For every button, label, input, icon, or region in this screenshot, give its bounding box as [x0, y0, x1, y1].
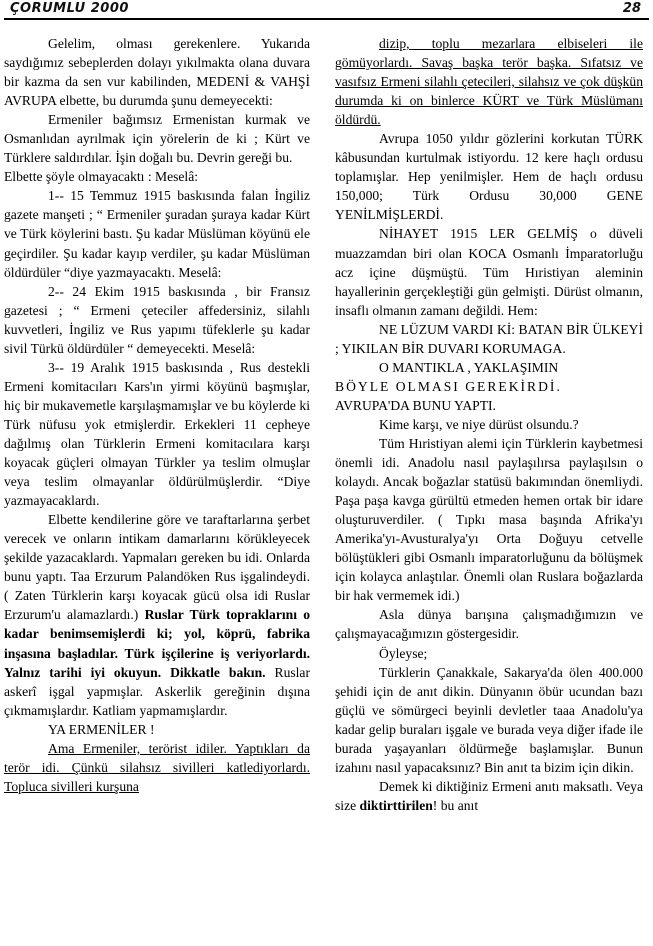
right-column [335, 34, 643, 815]
paragraph [4, 510, 310, 720]
publication-title: ÇORUMLU 2000 [10, 1, 129, 16]
page-header [0, 0, 653, 22]
paragraph-underlined: Ama Ermeniler, terörist idiler. Yaptıkları da terör idi. Çünkü silahsız sivilleri katlediyorlardı. Topluca sivilleri kurşuna [4, 740, 310, 794]
paragraph: Öyleyse; [379, 645, 428, 661]
page-number: 28 [622, 1, 641, 16]
paragraph: Tüm Hıristiyan alemi için Türklerin kaybetmesi önemli idi. Anadolu nasıl paylaşılırsa paylaşılsın o kolaydı. Ancak boğazlar statüsü bakımından önemliydi. Paşa paşa kavga gürültü etmeden hemen ortak bir idare oluşturuverdiler. ( Tıpkı masa başında Afrika'yı Amerika'yı-Avusturalya'yı Orta Doğuyu cetvelle bölüştükleri gibi Osmanlı imparatorluğunu da bölüşmek için kolayca anlaştılar. Önemli olan Ruslara boğazlarda bir hak vermemek idi.) [335, 435, 643, 604]
caps-line-spaced: BÖYLE OLMASI GEREKİRDİ. [335, 378, 562, 394]
text-run: Elbette kendilerine göre ve taraftarlarına şerbet verecek ve onların intikam damarlarını körükleyecek şekilde yazacaklardı. Yapmaları gereken bu idi. Onlarda bunu yaptı. Taa Erzurum Palandöken Rus işgalindeydi. ( Zaten Türklerin karşı koyacak gücü olsa idi Ruslar Erzurum'u alamazlardı.) [4, 512, 310, 623]
paragraph: Gelelim, olması gerekenlere. Yukarıda saydığımız sebeplerden dolayı yıkılmakta olana duvara bir kazma da sen vur kabilinden, MEDENİ & VAHŞİ AVRUPA elbette, bu durumda şunu demeyecekti: [4, 36, 310, 109]
paragraph: 3-- 19 Aralık 1915 baskısında , Rus destekli Ermeni komitacıları Kars'ın yirmi köyünü başmışlar, hiç bir mukavemetle karşılaşmamışlar ve bu köylerde ki Türk nüfusu yok etmişlerdir. Erkekleri 11 cepheye dağılmış olan Türklerin Ermeni komitacılara karşı koyacak güçleri olmayan Türkler ya teslim olmuşlar veya teslim olmayanlar öldürülmüşlerdir. “Diye yazmayacaklardı. [4, 359, 310, 509]
paragraph: 2-- 24 Ekim 1915 baskısında , bir Fransız gazetesi ; “ Ermeni çeteciler affedersiniz, silahlı kuvvetleri, İngiliz ve Rus yapımı tüfeklerle şu kadar sivil Türkü öldürdüler “ demeyecekti. Meselâ: [4, 283, 310, 356]
paragraph [335, 777, 643, 815]
paragraph: Kime karşı, ve niye dürüst olsundu.? [379, 416, 579, 432]
caps-line: AVRUPA'DA BUNU YAPTI. [335, 397, 496, 413]
bold-text: diktirttirilen [359, 797, 433, 813]
paragraph: 1-- 15 Temmuz 1915 baskısında falan İngiliz gazete manşeti ; “ Ermeniler şuradan şuraya kadar Kürt ve Türk köylerini bastı. Şu kadar Müslüman köyünü ele geçirdiler. Şu kadar kayıp verdiler, şu kadar Müslüman öldürdüler “diye yazmayacaktı. Meselâ: [4, 188, 310, 280]
text-run: Demek ki diktiğiniz Ermeni anıtı maksatlı. Veya size [335, 778, 643, 813]
paragraph: Avrupa 1050 yıldır gözlerini korkutan TÜRK kâbusundan kurtulmak istiyordu. 12 kere haçlı ordusu toplamışlar. Hep yenilmişler. Hem de haçlı ordusu 150,000; Türk Ordusu 30,000 GENE YENİLMİŞLERDİ. [335, 131, 643, 223]
paragraph-underlined: dizip, toplu mezarlara elbiseleri ile gömüyorlardı. Savaş başka terör başka. Sıfatsız ve vasıfsız Ermeni silahlı çetecileri, silahsız ve çok düşkün durumda ki on binlerce KÜRT ve Türk Müslümanı öldürdü. [335, 36, 643, 128]
text-run: ! bu anıt [432, 797, 479, 813]
paragraph: Ermeniler bağımsız Ermenistan kurmak ve Osmanlıdan ayrılmak için yörelerin de ki ; Kürt ve Türklere saldırdılar. İşin doğalı bu. Devrin gereği bu. [4, 112, 310, 166]
paragraph: NİHAYET 1915 LER GELMİŞ o düveli muazzamdan biri olan KOCA Osmanlı İmparatorluğu acz içine düşmüştü. Tüm Hıristiyan aleminin hayallerinin gerçekleştiği gün gelmişti. Dürüst olmanın, insaflı olmanın zamanı değildi. Hem: [335, 226, 643, 318]
paragraph: NE LÜZUM VARDI Kİ: BATAN BİR ÜLKEYİ ; YIKILAN BİR DUVARI KORUMAGA. [335, 321, 643, 356]
heading-exclaim: YA ERMENİLER ! [48, 721, 155, 737]
bold-text: Ruslar Türk topraklarını o kadar benimsemişlerdi ki; yol, köprü, fabrika inşasına başladılar. Türk işçilerine iş veriyorlardı. Yalnız tarihi iyi okuyun. Dikkatle bakın. [4, 607, 310, 680]
paragraph: Elbette şöyle olmayacaktı : Meselâ: [4, 169, 199, 185]
caps-line: O MANTIKLA , YAKLAŞIMIN [379, 359, 559, 375]
left-column [4, 34, 310, 796]
paragraph: Asla dünya barışına çalışmadığımızın ve çalışmayacağımızın göstergesidir. [335, 607, 643, 642]
text-run: Ruslar askerî işgal yapmışlar. Askerlik gereğinin dışına çıkmamışlardır. Katliam yapmamışlardır. [4, 664, 310, 718]
header-rule [4, 18, 649, 20]
paragraph: Türklerin Çanakkale, Sakarya'da ölen 400.000 şehidi için de anıt dikin. Dünyanın öbür ucundan bazı güçlü ve sömürgeci beyinli devletler taaa Anadolu'ya kadar gelip buraları işgale ve burada veya diğer ifade ile burada yaşayanları öldürmeğe başlamışlar. Bunun izahını nasıl yapacaksınız? Bin anıt ta bizim için dikin. [335, 664, 643, 775]
